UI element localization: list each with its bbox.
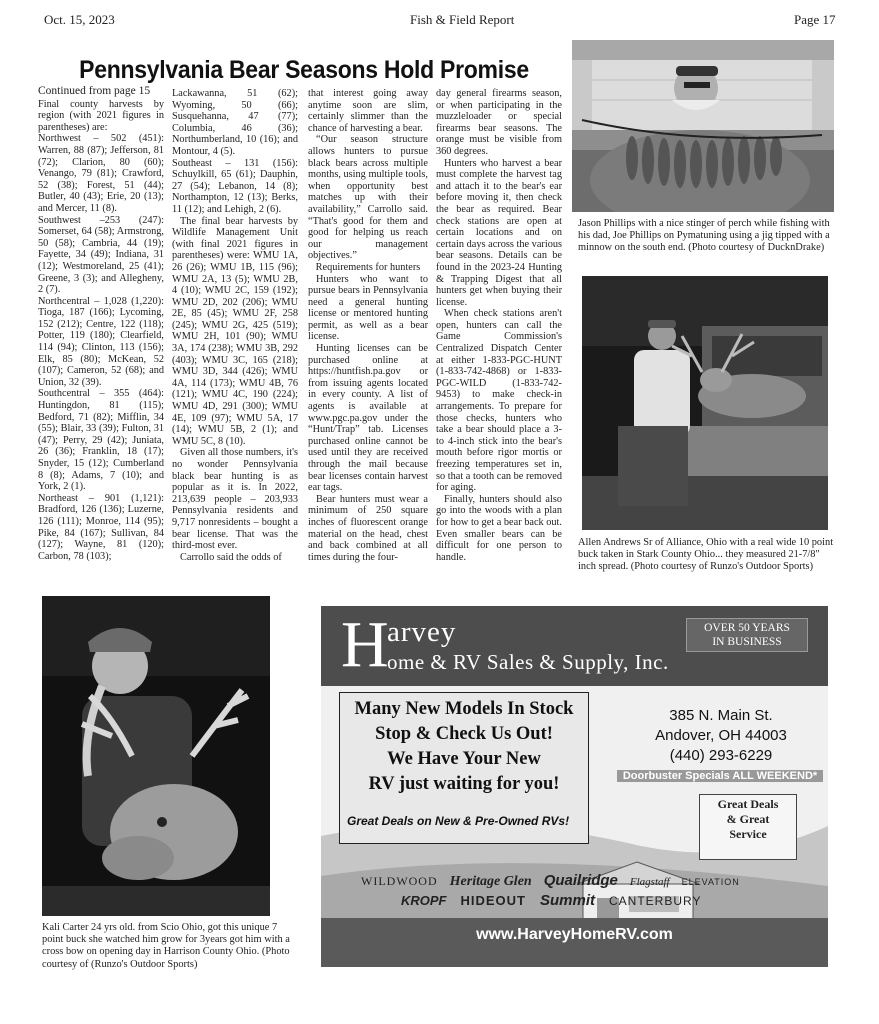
paragraph: day general firearms season, or when participating in the muzzleloader or special firearms bear seasons. The orange must be visible from 360 degrees. [436,88,562,157]
ad-phone: (440) 293-6229 [669,747,773,764]
years-line-2: IN BUSINESS [712,636,782,648]
paragraph: When check stations aren't open, hunters can call the Game Commission's Centralized Dispatch Center at either 1-833-PGC-HUNT (1-833-742-4868) or 1-833-PGC-WILD (1-833-742-9453) to make check-in arrangements. To prepare for those checks, hunters who take a bear should place a 3- to 4-inch stick into the bear's mouth before rigor mortis or freezing temperatures set in, so that a tooth can be removed for aging. [436,308,562,494]
perch-photo [572,40,834,212]
brand-logo: Heritage Glen [449,874,532,889]
ad-headline-line: RV just waiting for you! [368,774,560,794]
paragraph: Southeast – 131 (156): Schuylkill, 65 (61); Dauphin, 27 (54); Lebanon, 14 (8); Northampton, 12 (13); Berks, 11 (12); and Lehigh, 2 (6). [172,157,298,215]
paragraph: Final county harvests by region (with 2021 figures in parentheses) are: [38,98,164,133]
ad-headline-line: Many New Models In Stock [354,699,574,719]
paragraph: Lackawanna, 51 (62); Wyoming, 50 (66); Susquehanna, 47 (77); Columbia, 46 (36); Northumberland, 10 (16); and Montour, 4 (5). [172,88,298,157]
ad-brand-logos [361,872,801,909]
brand-logo: CANTERBURY [609,894,702,908]
ad-city: Andover, OH 44003 [655,727,787,744]
paragraph: Hunters who want to pursue bears in Pennsylvania need a general hunting license or mentored hunting permit, as well as a bear license. [308,273,428,343]
harvey-rv-advertisement [321,606,828,967]
years-line-1: OVER 50 YEARS [704,622,790,634]
kali-buck-photo [42,596,270,916]
perch-photo-caption: Jason Phillips with a nice stinger of perch while fishing with his dad, Joe Phillips on Pymatuning using a jig tipped with a minnow on the south end. (Photo courtesy of DucknDrake) [578,218,830,254]
paragraph: Finally, hunters should also go into the woods with a plan for how to get a bear back out. Even smaller bears can be difficult for one person to handle. [436,493,562,563]
paragraph: Northeast – 901 (1,121): Bradford, 126 (136); Luzerne, 126 (111); Monroe, 114 (95); Pike, 84 (167); Sullivan, 84 (127); Wayne, 81 (120); Carbon, 78 (103); [38,492,164,562]
paragraph: Given all those numbers, it's no wonder Pennsylvania black bear hunting is as popular as it is. In 2022, 213,639 people – 203,933 Pennsylvania residents and 9,717 nonresidents – bought a bear license. That was the third-most ever. [172,447,298,552]
article-column-4 [436,88,562,563]
ad-headline-line: We Have Your New [387,749,541,769]
ad-website[interactable]: www.HarveyHomeRV.com [476,926,673,943]
ad-logo-subtitle: ome & RV Sales & Supply, Inc. [387,650,669,674]
ad-doorbuster: Doorbuster Specials ALL WEEKEND* [617,770,823,782]
brand-logo: Quailridge [543,872,618,889]
ad-logo-letter: H [341,608,389,681]
years-in-business-badge [686,618,808,652]
ad-logo-name: arvey [387,616,457,648]
ad-header [321,606,828,686]
brand-logo: Summit [540,892,596,909]
subheading: Requirements for hunters [315,261,421,273]
paragraph: Hunters who harvest a bear must complete the harvest tag and attach it to the bear's ear before moving it, then check the bear as required. Bear check stations are open at certain locations and on certain days across the various bear seasons. Details can be found in the 2023-24 Hunting & Trapping Digest that all hunters get when buying their license. [436,157,562,308]
paragraph: Bear hunters must wear a minimum of 250 square inches of fluorescent orange material on the head, chest and back combined at all times during the four- [308,493,428,563]
article-column-2 [172,88,298,563]
paragraph: The final bear harvests by Wildlife Management Unit (with final 2021 figures in parentheses) were: WMU 1A, 26 (26); WMU 1B, 115 (96); WMU 2A, 13 (5); WMU 2B, 4 (10); WMU 2C, 159 (192); WMU 2D, 202 (206); WMU 2E, 85 (45); WMU 2F, 258 (245); WMU 2G, 425 (519); WMU 2H, 101 (90); WMU 3A, 174 (238); WMU 3B, 292 (403); WMU 3C, 165 (218); WMU 3D, 344 (426); WMU 4A, 114 (173); WMU 4B, 76 (121); WMU 4C, 190 (224); WMU 4D, 291 (300); WMU 4E, 109 (97); WMU 5A, 17 (14); WMU 5B, 2 (1); and WMU 5C, 8 (10). [172,215,298,447]
sign-line: Great Deals [717,797,779,811]
paragraph: “Our season structure allows hunters to pursue black bears across multiple months, using multiple tools, when opportunity best matches up with their availability,” Carrollo said. “That's good for them and good for helping us reach our management objectives.” [308,134,428,262]
paragraph: Northcentral – 1,028 (1,220): Tioga, 187 (166); Lycoming, 152 (212); Centre, 122 (118); Potter, 119 (180); Clearfield, 114 (94); Clinton, 113 (156); Elk, 85 (80); McKean, 52 (107); Cameron, 52 (68); and Union, 32 (39). [38,295,164,388]
paragraph: Northwest – 502 (451): Warren, 88 (87); Jefferson, 81 (72); Clarion, 80 (60); Venango, 79 (81); Crawford, 52 (38); Forest, 51 (44); Butler, 40 (43); Erie, 20 (13); and Mercer, 11 (8). [38,133,164,214]
ad-headline-line: Stop & Check Us Out! [375,724,553,744]
paragraph: that interest going away anytime soon are slim, certainly slimmer than the chance of harvesting a bear. [308,88,428,134]
ad-address-block [621,706,821,766]
allen-buck-photo [582,276,828,530]
sign-line: Service [729,827,767,841]
sign-line: & Great [726,812,770,826]
ad-deals-tagline: Great Deals on New & Pre-Owned RVs! [347,814,570,828]
allen-photo-caption: Allen Andrews Sr of Alliance, Ohio with a real wide 10 point buck taken in Stark County Ohio... they measured 21-7/8" inch spread. (Photo courtesy of Runzo's Outdoor Sports) [578,537,834,573]
article-title: Pennsylvania Bear Seasons Hold Promise [79,56,529,84]
brand-logo: HIDEOUT [460,893,526,908]
brand-row-2 [401,892,801,909]
paragraph: Southcentral – 355 (464): Huntingdon, 81 (115); Bedford, 71 (82); Mifflin, 34 (55); Blair, 33 (39); Fulton, 31 (47); Perry, 29 (42); Juniata, 26 (36); Franklin, 18 (17); Snyder, 15 (12); Cumberland 8 (8); Adams, 7 (10); and York, 2 (1). [38,388,164,493]
paragraph: Southwest –253 (247): Somerset, 64 (58); Armstrong, 50 (58); Cambria, 44 (19); Fayette, 34 (49); Indiana, 31 (12); Westmoreland, 25 (41); Greene, 3 (3); and Allegheny, 2 (7). [38,214,164,296]
ad-street: 385 N. Main St. [669,707,773,724]
brand-logo: ELEVATION [681,877,740,887]
issue-date: Oct. 15, 2023 [44,12,115,27]
page-number: Page 17 [794,12,836,27]
brand-logo: Flagstaff [629,876,670,888]
paragraph: Carrollo said the odds of [180,551,282,563]
continued-note: Continued from page 15 [38,85,151,97]
brand-logo: WILDWOOD [361,874,438,888]
brand-row-1 [361,872,801,890]
publication-name: Fish & Field Report [410,12,515,27]
article-column-1 [38,86,164,562]
paragraph: Hunting licenses can be purchased online at https://huntfish.pa.gov or from issuing agents located in every county. A list of agents is available at www.pgc.pa.gov under the “Hunt/Trap” tab. Licenses purchased online cannot be used until they are received through the mail because bear licenses contain harvest ear tags. [308,343,428,494]
ad-deals-sign [699,794,797,860]
brand-logo: KROPF [401,893,447,908]
kali-photo-caption: Kali Carter 24 yrs old. from Scio Ohio, got this unique 7 point buck she watched him grow for 3years got him with a cross bow on opening day in Harrison County Ohio. (Photo courtesy of (Runzo's Outdoor Sports) [42,922,290,970]
article-column-3 [308,88,428,563]
